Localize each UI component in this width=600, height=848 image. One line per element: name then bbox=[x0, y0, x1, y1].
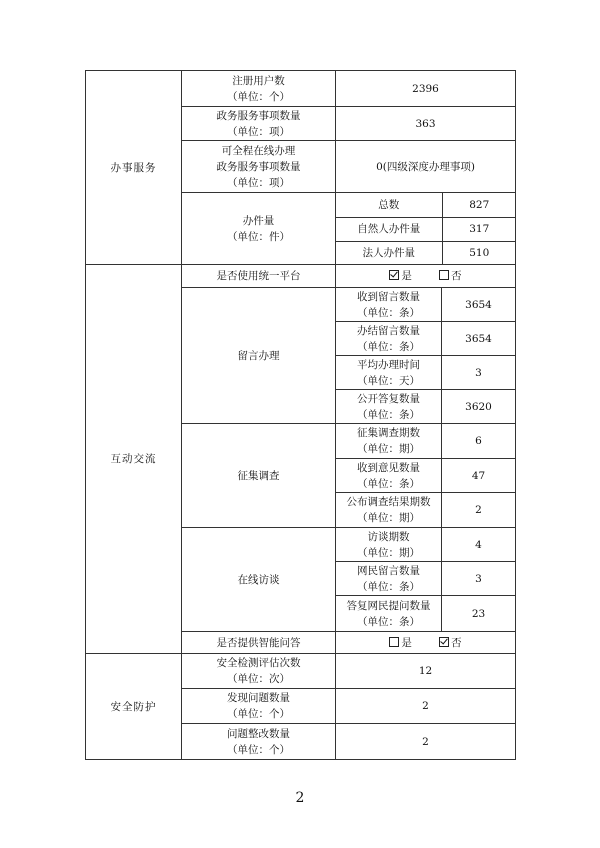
value-messages-public: 3620 bbox=[442, 390, 516, 424]
label-surveys: 征集调查 bbox=[182, 424, 336, 528]
options-smart-qa: 是 否 bbox=[336, 632, 516, 654]
label-cases-legal: 法人办件量 bbox=[336, 241, 442, 264]
label-interview-answers: 答复网民提问数量 （单位：条） bbox=[336, 596, 442, 632]
label-online-items: 可全程在线办理 政务服务事项数量 （单位：项） bbox=[182, 141, 336, 193]
label-unified-platform: 是否使用统一平台 bbox=[182, 265, 336, 288]
label-registered-users: 注册用户数 （单位：个） bbox=[182, 71, 336, 107]
label-issues-fixed: 问题整改数量 （单位：个） bbox=[182, 724, 336, 760]
cases-subtable bbox=[336, 193, 516, 264]
label-messages-closed: 办结留言数量 （单位：条） bbox=[336, 322, 442, 356]
value-service-items: 363 bbox=[336, 107, 516, 141]
value-survey-periods: 6 bbox=[442, 424, 516, 459]
category-security: 安全防护 bbox=[86, 654, 182, 760]
value-interview-periods: 4 bbox=[442, 528, 516, 562]
label-survey-opinions: 收到意见数量 （单位：条） bbox=[336, 459, 442, 493]
value-messages-received: 3654 bbox=[442, 288, 516, 322]
category-services: 办事服务 bbox=[86, 71, 182, 265]
value-interview-answers: 23 bbox=[442, 596, 516, 632]
label-interview-messages: 网民留言数量 （单位：条） bbox=[336, 562, 442, 596]
value-security-checks: 12 bbox=[336, 654, 516, 689]
row-unified-platform bbox=[86, 265, 516, 288]
checkbox-platform-yes-icon bbox=[389, 270, 399, 280]
checkbox-qa-yes-icon bbox=[389, 637, 399, 647]
cases-subtable-cell bbox=[336, 193, 516, 265]
label-messages-avg-time: 平均办理时间 （单位：天） bbox=[336, 356, 442, 390]
category-interaction: 互动交流 bbox=[86, 265, 182, 654]
label-cases-natural: 自然人办件量 bbox=[336, 217, 442, 241]
label-messages-public: 公开答复数量 （单位：条） bbox=[336, 390, 442, 424]
checkbox-qa-no-icon bbox=[439, 637, 449, 647]
label-smart-qa: 是否提供智能问答 bbox=[182, 632, 336, 654]
label-interview-periods: 访谈期数 （单位：期） bbox=[336, 528, 442, 562]
label-survey-periods: 征集调查期数 （单位：期） bbox=[336, 424, 442, 459]
value-survey-results: 2 bbox=[442, 493, 516, 528]
row-registered-users bbox=[86, 71, 516, 107]
value-registered-users: 2396 bbox=[336, 71, 516, 107]
value-online-items: 0(四级深度办理事项) bbox=[336, 141, 516, 193]
value-issues-fixed: 2 bbox=[336, 724, 516, 760]
checkbox-platform-no-icon bbox=[439, 270, 449, 280]
label-survey-results: 公布调查结果期数 （单位：期） bbox=[336, 493, 442, 528]
label-cases: 办件量 （单位：件） bbox=[182, 193, 336, 265]
value-issues-found: 2 bbox=[336, 689, 516, 724]
value-messages-closed: 3654 bbox=[442, 322, 516, 356]
label-service-items: 政务服务事项数量 （单位：项） bbox=[182, 107, 336, 141]
value-cases-total: 827 bbox=[442, 193, 516, 217]
page-number: 2 bbox=[295, 790, 305, 806]
value-interview-messages: 3 bbox=[442, 562, 516, 596]
options-unified-platform: 是 否 bbox=[336, 265, 516, 288]
row-security-checks bbox=[86, 654, 516, 689]
value-survey-opinions: 47 bbox=[442, 459, 516, 493]
value-messages-avg-time: 3 bbox=[442, 356, 516, 390]
label-security-checks: 安全检测评估次数 （单位：次） bbox=[182, 654, 336, 689]
label-messages-received: 收到留言数量 （单位：条） bbox=[336, 288, 442, 322]
label-interviews: 在线访谈 bbox=[182, 528, 336, 632]
report-table bbox=[85, 70, 516, 760]
label-cases-total: 总数 bbox=[336, 193, 442, 217]
value-cases-natural: 317 bbox=[442, 217, 516, 241]
label-issues-found: 发现问题数量 （单位：个） bbox=[182, 689, 336, 724]
label-messages: 留言办理 bbox=[182, 288, 336, 424]
value-cases-legal: 510 bbox=[442, 241, 516, 264]
